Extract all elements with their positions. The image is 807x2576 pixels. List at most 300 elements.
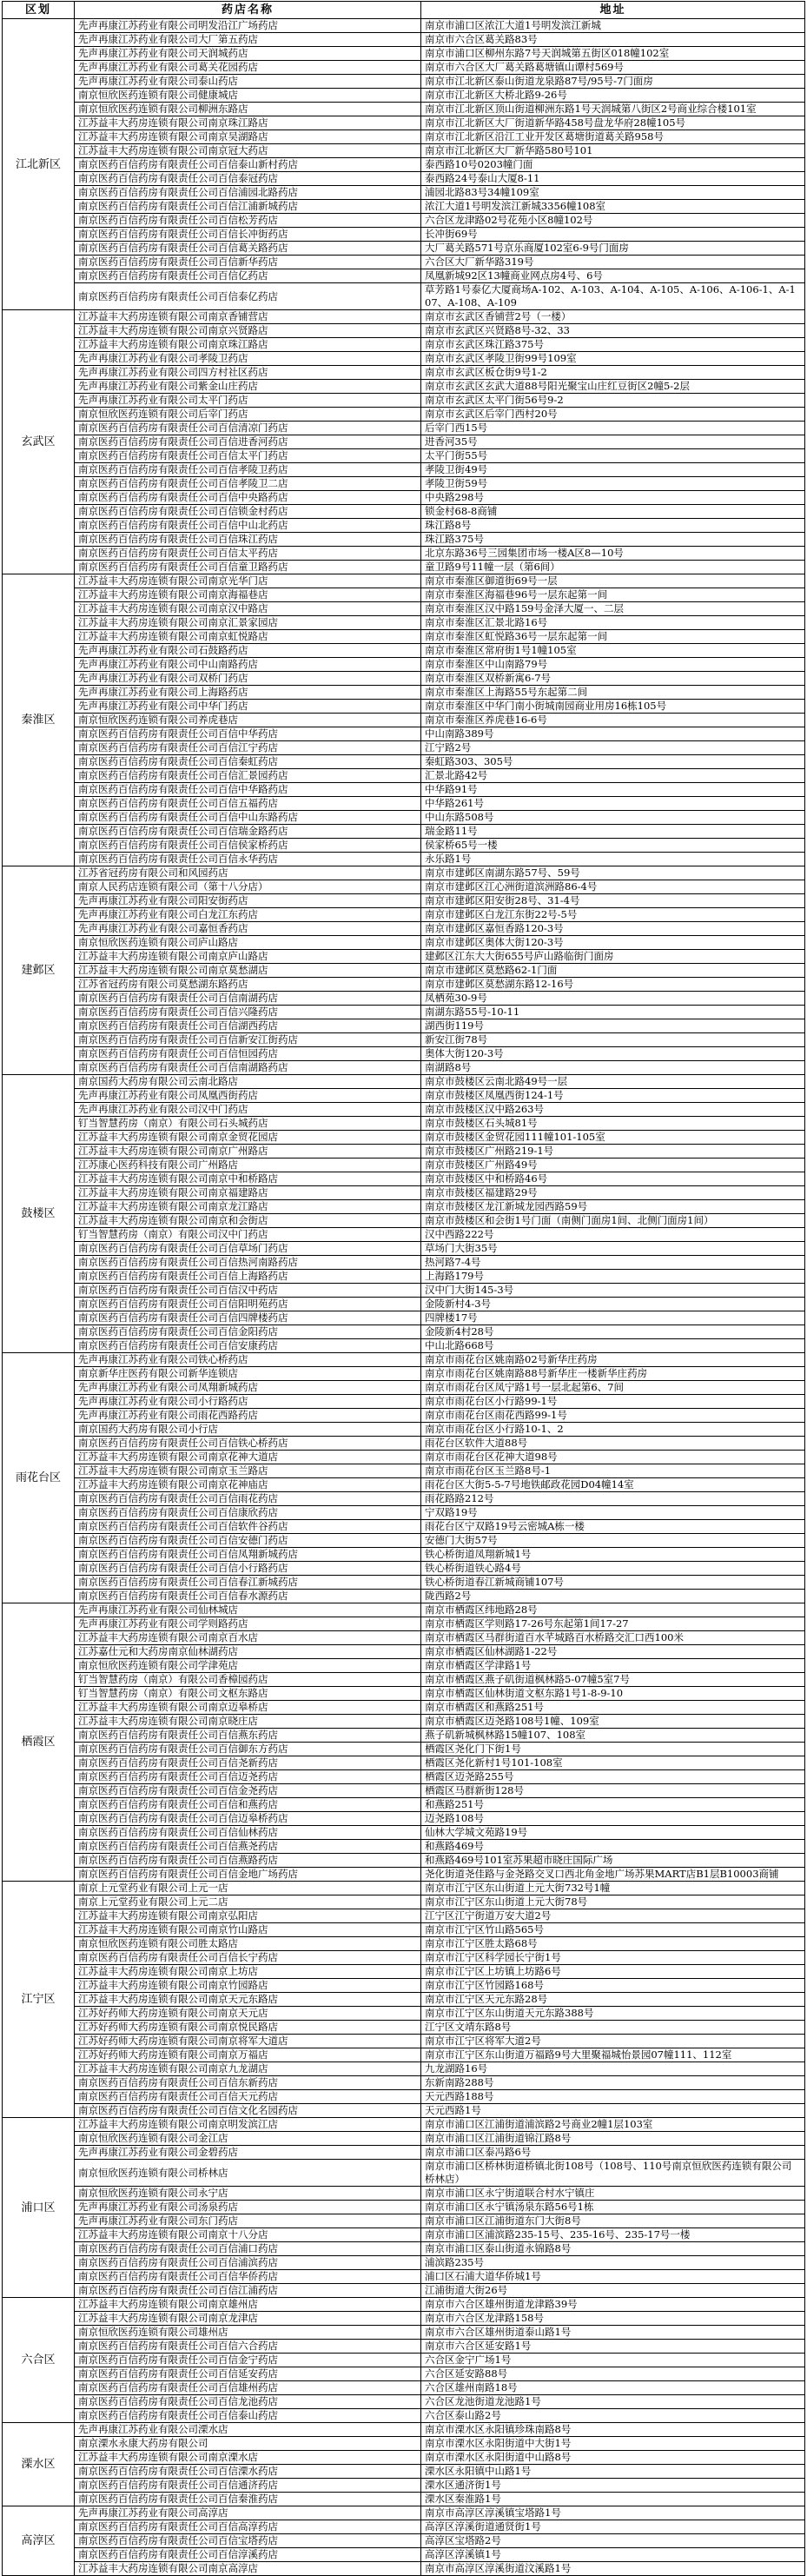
table-row [3, 324, 805, 338]
address-cell: 南京市江宁区东山街道万福路9号大里聚福城怡景园07幢111、112室 [421, 2048, 805, 2062]
store-name-cell: 南京医药百信药房有限责任公司百信永华药店 [75, 853, 421, 866]
store-name-cell: 先声再康江苏药业有限公司高淳店 [75, 2506, 421, 2520]
table-row [3, 2354, 805, 2367]
store-name-cell: 先声再康江苏药业有限公司泰山药店 [75, 75, 421, 89]
address-cell: 北京东路36号三园集团市场一楼A区8—10号 [421, 547, 805, 561]
address-cell: 南京市玄武区香铺营2号（一楼） [421, 310, 805, 324]
store-name-cell: 南京医药百信药房有限责任公司百信延安药店 [75, 2367, 421, 2381]
address-cell: 南京市鼓楼区龙江新城龙园西路59号 [421, 1200, 805, 1214]
address-cell: 南京市秦淮区中华门南小街城南园商业用房16栋105号 [421, 700, 805, 714]
table-row [3, 338, 805, 352]
address-cell: 南京市秦淮区虹悦路36号一层东起第一间 [421, 630, 805, 644]
address-cell: 雨花路路212号 [421, 1492, 805, 1506]
address-cell: 长冲街69号 [421, 228, 805, 242]
table-row [3, 2104, 805, 2118]
table-row [3, 1214, 805, 1228]
table-row [3, 894, 805, 908]
table-row [3, 186, 805, 200]
store-name-cell: 南京医药百信药房有限责任公司百信江宁药店 [75, 741, 421, 755]
address-cell: 珠江路375号 [421, 533, 805, 547]
address-cell: 溧水区永阳镇中山路1号 [421, 2465, 805, 2479]
table-row [3, 19, 805, 33]
district-cell: 秦淮区 [3, 574, 75, 866]
table-row [3, 1798, 805, 1812]
table-row [3, 1270, 805, 1284]
store-name-cell: 南京医药百信药房有限责任公司百信东新药店 [75, 2076, 421, 2090]
store-name-cell: 南京医药百信药房有限责任公司百信浦园北路药店 [75, 186, 421, 200]
store-name-cell: 南京医药百信药房有限责任公司百信新华药店 [75, 256, 421, 269]
table-row [3, 1242, 805, 1256]
address-cell: 南京市江宁区科学园长宁街1号 [421, 1951, 805, 1965]
address-cell: 栖霞区马群新街128号 [421, 1784, 805, 1798]
address-cell: 南京市江宁区上坊镇上坊路6号 [421, 1965, 805, 1979]
store-name-cell: 江苏益丰大药房连锁有限公司南京福建路店 [75, 1186, 421, 1200]
table-row [3, 228, 805, 242]
store-name-cell: 南京恒欣医药连锁有限公司庐山路店 [75, 936, 421, 950]
store-name-cell: 江苏好药师大药房连锁有限公司南京悦民路店 [75, 2021, 421, 2035]
address-cell: 六合区大厂新华路319号 [421, 256, 805, 269]
table-row [3, 2090, 805, 2104]
store-name-cell: 南京医药百信药房有限责任公司百信小行路药店 [75, 1562, 421, 1576]
store-name-cell: 南京医药百信药房有限责任公司百信太平药店 [75, 547, 421, 561]
address-cell: 汇景北路42号 [421, 769, 805, 783]
table-row [3, 741, 805, 755]
address-cell: 金陵新4村28号 [421, 1325, 805, 1339]
table-row [3, 964, 805, 978]
store-name-cell: 南京医药百信药房有限责任公司百信孝陵卫药店 [75, 463, 421, 477]
address-cell: 孝陵卫街59号 [421, 477, 805, 491]
address-cell: 南京市秦淮区养虎巷16-6号 [421, 714, 805, 727]
table-row [3, 2534, 805, 2548]
table-row [3, 1325, 805, 1339]
table-row [3, 2132, 805, 2146]
address-cell: 南京市江宁区将军大道2号 [421, 2035, 805, 2048]
table-row [3, 672, 805, 686]
address-cell: 南京市雨花台区姚南路02号新华庄药房 [421, 1353, 805, 1367]
table-row [3, 1478, 805, 1492]
table-row [3, 658, 805, 672]
address-cell: 草芳路1号泰亿大厦商场A-102、A-103、A-104、A-105、A-106、A-106-1、A-107、A-108、A-109 [421, 283, 805, 310]
address-cell: 南京市鼓楼区福建路29号 [421, 1186, 805, 1200]
table-row [3, 686, 805, 700]
address-cell: 南京市建邺区莫愁路62-1门面 [421, 964, 805, 978]
table-row [3, 214, 805, 228]
address-cell: 浦园北路83号34幢109室 [421, 186, 805, 200]
address-cell: 南京市秦淮区中山南路79号 [421, 658, 805, 672]
table-row [3, 1562, 805, 1576]
store-name-cell: 江苏益丰大药房连锁有限公司南京中和桥路店 [75, 1172, 421, 1186]
table-row [3, 1951, 805, 1965]
table-row [3, 769, 805, 783]
address-cell: 后宰门西15号 [421, 422, 805, 435]
address-cell: 南京市浦口区江浦街道东门大街8号 [421, 2214, 805, 2228]
table-row [3, 1993, 805, 2007]
store-name-cell: 江苏益丰大药房连锁有限公司南京溧水店 [75, 2451, 421, 2465]
store-name-cell: 南京医药百信药房有限责任公司百信凤翔新城药店 [75, 1548, 421, 1562]
address-cell: 南京市溧水区永阳街道中山路8号 [421, 2451, 805, 2465]
table-row [3, 1256, 805, 1270]
store-name-cell: 先声再康江苏药业有限公司中华门药店 [75, 700, 421, 714]
address-cell: 南京市浦口区永宁街道联合村水宁镇庄 [421, 2187, 805, 2201]
pharmacy-list-table [2, 1, 805, 2576]
store-name-cell: 南京医药百信药房有限责任公司百信春江新城药店 [75, 1576, 421, 1590]
table-row [3, 2021, 805, 2035]
table-row [3, 1923, 805, 1937]
address-cell: 南京市建邺区奥体大街120-3号 [421, 936, 805, 950]
address-cell: 进香河35号 [421, 435, 805, 449]
table-row [3, 2201, 805, 2214]
table-row [3, 103, 805, 116]
store-name-cell: 江苏益丰大药房连锁有限公司南京龙江路店 [75, 1200, 421, 1214]
store-name-cell: 南京恒欣医药连锁有限公司柳洲东路店 [75, 103, 421, 116]
store-name-cell: 南京医药百信药房有限责任公司百信雨花药店 [75, 1492, 421, 1506]
address-cell: 南京市秦淮区上海路55号东起第二间 [421, 686, 805, 700]
address-cell: 南京市鼓楼区广州路49号 [421, 1159, 805, 1172]
store-name-cell: 南京医药百信药房有限责任公司百信兴隆药店 [75, 1006, 421, 1019]
table-row [3, 1284, 805, 1298]
store-name-cell: 江苏益丰大药房连锁有限公司南京晓庄店 [75, 1715, 421, 1729]
table-row [3, 172, 805, 186]
table-row [3, 714, 805, 727]
address-cell: 南京市玄武区兴贤路8号-32、33 [421, 324, 805, 338]
address-cell: 南京市江北新区大厂新华路580号101 [421, 144, 805, 158]
address-cell: 南京市雨花台区雨花西路99-1号 [421, 1409, 805, 1423]
store-name-cell: 南京医药百信药房有限责任公司百信长冲街药店 [75, 228, 421, 242]
table-row [3, 1617, 805, 1631]
address-cell: 南京市栖霞区马群街道百水芊城路百水桥路交汇口西100米 [421, 1631, 805, 1645]
store-name-cell: 南京医药百信药房有限责任公司百信上海路药店 [75, 1270, 421, 1284]
table-row [3, 700, 805, 714]
store-name-cell: 南京医药百信药房有限责任公司百信金阳药店 [75, 1325, 421, 1339]
table-row [3, 2062, 805, 2076]
table-row [3, 1311, 805, 1325]
table-row [3, 1937, 805, 1951]
table-row [3, 574, 805, 588]
store-name-cell: 南京医药百信药房有限责任公司百信南湖路药店 [75, 1061, 421, 1075]
address-cell: 中山南路389号 [421, 727, 805, 741]
store-name-cell: 江苏益丰大药房连锁有限公司南京高淳店 [75, 2562, 421, 2576]
store-name-cell: 江苏省冠药房有限公司和风园药店 [75, 866, 421, 880]
address-cell: 迈尧路108号 [421, 1812, 805, 1826]
address-cell: 南京市江北新区泰山街道龙泉路87号/95号-7门面房 [421, 75, 805, 89]
table-row [3, 588, 805, 602]
district-cell: 溧水区 [3, 2423, 75, 2506]
store-name-cell: 南京医药百信药房有限责任公司百信金尧药店 [75, 1784, 421, 1798]
store-name-cell: 南京医药百信药房有限责任公司百信湖西药店 [75, 1019, 421, 1033]
store-name-cell: 南京医药百信药房有限责任公司百信瑞金路药店 [75, 825, 421, 839]
store-name-cell: 南京上元堂药业有限公司上元一店 [75, 1882, 421, 1895]
table-row [3, 1019, 805, 1033]
store-name-cell: 南京恒欣医药连锁有限公司雄州店 [75, 2326, 421, 2340]
store-name-cell: 南京医药百信药房有限责任公司百信浦口药店 [75, 2242, 421, 2256]
store-name-cell: 南京医药百信药房有限责任公司百信金地广场药店 [75, 1868, 421, 1882]
store-name-cell: 南京医药百信药房有限责任公司百信孝陵卫二店 [75, 477, 421, 491]
table-row [3, 1965, 805, 1979]
address-cell: 汉中门大街145-3号 [421, 1284, 805, 1298]
table-row [3, 1298, 805, 1311]
store-name-cell: 南京医药百信药房有限责任公司百信秦淮药店 [75, 2493, 421, 2506]
table-row [3, 366, 805, 380]
address-cell: 南京市鼓楼区云南北路49号一层 [421, 1075, 805, 1089]
address-cell: 南京市建邺区南湖东路57号、59号 [421, 866, 805, 880]
store-name-cell: 南京新华庄医药有限公司新华连锁店 [75, 1367, 421, 1381]
district-cell: 江宁区 [3, 1882, 75, 2118]
table-row [3, 2506, 805, 2520]
table-row [3, 2409, 805, 2423]
store-name-cell: 南京医药百信药房有限责任公司百信汉中药店 [75, 1284, 421, 1298]
store-name-cell: 南京医药百信药房有限责任公司百信迈尧药店 [75, 1770, 421, 1784]
table-row [3, 1145, 805, 1159]
store-name-cell: 南京医药百信药房有限责任公司百信中山东路药店 [75, 811, 421, 825]
store-name-cell: 南京医药百信药房有限责任公司百信仙林药店 [75, 1826, 421, 1840]
address-cell: 南湖东路55号-10-11 [421, 1006, 805, 1019]
store-name-cell: 先声再康江苏药业有限公司溧水店 [75, 2423, 421, 2437]
store-name-cell: 先声再康江苏药业有限公司上海路药店 [75, 686, 421, 700]
address-cell: 南京市鼓楼区汉中路263号 [421, 1103, 805, 1117]
address-cell: 江宁路2号 [421, 741, 805, 755]
address-cell: 江宁区文靖东路8号 [421, 2021, 805, 2035]
table-row [3, 1576, 805, 1590]
table-row [3, 1506, 805, 1520]
store-name-cell: 先声再康江苏药业有限公司汉中门药店 [75, 1103, 421, 1117]
store-name-cell: 南京医药百信药房有限责任公司百信华侨药店 [75, 2270, 421, 2284]
address-cell: 南京市建邺区江心洲街道滨洲路86-4号 [421, 880, 805, 894]
address-cell: 南京市江北新区大厂街道新华路458号盘龙华府28幢105号 [421, 116, 805, 130]
address-cell: 雨花台区宁双路19号云密城A栋一楼 [421, 1520, 805, 1534]
table-row [3, 1103, 805, 1117]
address-cell: 南京市浦口区泰冯路6号 [421, 2146, 805, 2160]
table-row [3, 2520, 805, 2534]
address-cell: 九龙湖路16号 [421, 2062, 805, 2076]
store-name-cell: 南京医药百信药房有限责任公司百信草场门药店 [75, 1242, 421, 1256]
address-cell: 中央路298号 [421, 491, 805, 505]
address-cell: 南京市鼓楼区广州路219-1号 [421, 1145, 805, 1159]
address-cell: 南京市玄武区太平门街56号9-2 [421, 394, 805, 408]
table-row [3, 352, 805, 366]
table-row [3, 644, 805, 658]
table-row [3, 755, 805, 769]
store-name-cell: 先声再康江苏药业有限公司嘉恒香药店 [75, 922, 421, 936]
table-row [3, 1006, 805, 1019]
address-cell: 天元西路1号 [421, 2104, 805, 2118]
store-name-cell: 南京医药百信药房有限责任公司百信龙池药店 [75, 2395, 421, 2409]
address-cell: 溧水区通济街1号 [421, 2479, 805, 2493]
address-cell: 南京市秦淮区御道街69号一层 [421, 574, 805, 588]
address-cell: 六合区雄州南路18号 [421, 2381, 805, 2395]
store-name-cell: 江苏益丰大药房连锁有限公司南京竹园路店 [75, 1979, 421, 1993]
table-row [3, 1673, 805, 1687]
table-row [3, 783, 805, 797]
address-cell: 南京市鼓楼区石头城81号 [421, 1117, 805, 1131]
address-cell: 新安江街78号 [421, 1033, 805, 1047]
address-cell: 浓江大道1号明发滨江新城3356幢108室 [421, 200, 805, 214]
address-cell: 南京市雨花台区花神大道98号 [421, 1451, 805, 1464]
header-row [3, 2, 805, 19]
store-name-cell: 先声再康江苏药业有限公司仙林城店 [75, 1603, 421, 1617]
store-name-cell: 南京医药百信药房有限责任公司百信安德门药店 [75, 1534, 421, 1548]
store-name-cell: 钉当智慧药房（南京）有限公司文枢东路店 [75, 1687, 421, 1701]
table-row [3, 2270, 805, 2284]
address-cell: 南京市雨花台区小行路10-1、2 [421, 1423, 805, 1437]
store-name-cell: 南京医药百信药房有限责任公司百信葛关路药店 [75, 242, 421, 256]
store-name-cell: 南京医药百信药房有限责任公司百信恒园药店 [75, 1047, 421, 1061]
table-row [3, 2242, 805, 2256]
table-row [3, 1200, 805, 1214]
district-cell: 建邺区 [3, 866, 75, 1075]
store-name-cell: 南京医药百信药房有限责任公司百信泰山新村药店 [75, 158, 421, 172]
table-row [3, 950, 805, 964]
table-row [3, 1492, 805, 1506]
address-cell: 南京市秦淮区汇景北路16号 [421, 616, 805, 630]
address-cell: 江宁区江宁街道万安大道2号 [421, 1909, 805, 1923]
address-cell: 南京市玄武区后宰门西村20号 [421, 408, 805, 422]
table-row [3, 2548, 805, 2562]
store-name-cell: 南京医药百信药房有限责任公司百信铁心桥药店 [75, 1437, 421, 1451]
address-cell: 南京市浦口区柳州东路7号天润城第五街区018幢102室 [421, 47, 805, 61]
table-row [3, 1826, 805, 1840]
address-cell: 凤凰新城92区13幢商业网点房4号、6号 [421, 269, 805, 283]
store-name-cell: 江苏省冠药房有限公司莫愁湖东路药店 [75, 978, 421, 992]
store-name-cell: 江苏益丰大药房连锁有限公司南京汉中路店 [75, 602, 421, 616]
store-name-cell: 江苏益丰大药房连锁有限公司南京金贸花园店 [75, 1131, 421, 1145]
address-cell: 南京市建邺区白龙江东街22号-5号 [421, 908, 805, 922]
table-row [3, 1131, 805, 1145]
store-name-cell: 先声再康江苏药业有限公司阳安街药店 [75, 894, 421, 908]
address-cell: 铁心桥街道铁心路4号 [421, 1562, 805, 1576]
store-name-cell: 南京医药百信药房有限责任公司百信阳明苑药店 [75, 1298, 421, 1311]
address-cell: 宁双路19号 [421, 1506, 805, 1520]
table-row [3, 1770, 805, 1784]
store-name-cell: 江苏益丰大药房连锁有限公司南京虹悦路店 [75, 630, 421, 644]
address-cell: 和燕路251号 [421, 1798, 805, 1812]
address-cell: 南京市玄武区孝陵卫街99号109室 [421, 352, 805, 366]
table-row [3, 1061, 805, 1075]
table-row [3, 89, 805, 103]
store-name-cell: 先声再康江苏药业有限公司四方村社区药店 [75, 366, 421, 380]
store-name-cell: 先声再康江苏药业有限公司太平门药店 [75, 394, 421, 408]
store-name-cell: 南京医药百信药房有限责任公司百信燕尧药店 [75, 1840, 421, 1854]
table-row [3, 908, 805, 922]
store-name-cell: 南京医药百信药房有限责任公司百信泰冠药店 [75, 172, 421, 186]
table-row [3, 2284, 805, 2298]
store-name-cell: 南京医药百信药房有限责任公司百信江浦药店 [75, 2284, 421, 2298]
table-row [3, 1367, 805, 1381]
store-name-cell: 南京医药百信药房有限责任公司百信新安江街药店 [75, 1033, 421, 1047]
address-cell: 栖霞区尧化新村1号101-108室 [421, 1756, 805, 1770]
store-name-cell: 南京医药百信药房有限责任公司百信江浦新城药店 [75, 200, 421, 214]
address-cell: 太平门街55号 [421, 449, 805, 463]
table-row [3, 533, 805, 547]
table-row [3, 1047, 805, 1061]
table-row [3, 1687, 805, 1701]
table-row [3, 47, 805, 61]
store-name-cell: 先声再康江苏药业有限公司石鼓路药店 [75, 644, 421, 658]
address-cell: 南京市玄武区玄武大道88号阳光聚宝山庄红豆街区2幢5-2层 [421, 380, 805, 394]
table-row [3, 825, 805, 839]
table-row [3, 880, 805, 894]
address-cell: 南京市玄武区珠江路375号 [421, 338, 805, 352]
address-cell: 和燕路469号101室苏果超市晓庄国际广场 [421, 1854, 805, 1868]
address-cell: 南京市鼓楼区中和桥路46号 [421, 1172, 805, 1186]
table-row [3, 1423, 805, 1437]
table-row [3, 2146, 805, 2160]
store-name-cell: 南京医药百信药房有限责任公司百信安康药店 [75, 1339, 421, 1353]
store-name-cell: 江苏益丰大药房连锁有限公司南京香铺营店 [75, 310, 421, 324]
store-name-cell: 江苏好药师大药房连锁有限公司南京将军大道店 [75, 2035, 421, 2048]
address-cell: 湖西街119号 [421, 1019, 805, 1033]
address-cell: 南京市雨花台区姚南路88号新华庄一楼新华庄药房 [421, 1367, 805, 1381]
store-name-cell: 南京医药百信药房有限责任公司百信燕东药店 [75, 1729, 421, 1743]
store-name-cell: 南京国药大药房有限公司云南北路店 [75, 1075, 421, 1089]
store-name-cell: 先声再康江苏药业有限公司小行路药店 [75, 1395, 421, 1409]
store-name-cell: 江苏益丰大药房连锁有限公司南京吴湖路店 [75, 130, 421, 144]
table-row [3, 2007, 805, 2021]
store-name-cell: 南京恒欣医药连锁有限公司桥林店 [75, 2160, 421, 2187]
store-name-cell: 南京医药百信药房有限责任公司百信童卫路药店 [75, 561, 421, 574]
table-row [3, 2367, 805, 2381]
store-name-cell: 先声再康江苏药业有限公司中山南路药店 [75, 658, 421, 672]
store-name-cell: 先声再康江苏药业有限公司孝陵卫药店 [75, 352, 421, 366]
store-name-cell: 南京恒欣医药连锁有限公司金江店 [75, 2132, 421, 2146]
table-row [3, 922, 805, 936]
store-name-cell: 南京医药百信药房有限责任公司百信春水源药店 [75, 1590, 421, 1603]
address-cell: 高淳区宝塔路2号 [421, 2534, 805, 2548]
table-row [3, 422, 805, 435]
address-cell: 六合区龙津路02号花苑小区8幢102号 [421, 214, 805, 228]
address-cell: 南京市鼓楼区凤凰西街124-1号 [421, 1089, 805, 1103]
store-name-cell: 南京恒欣医药连锁有限公司胜太路店 [75, 1937, 421, 1951]
address-cell: 南京市栖霞区学则路17-26号东起第1间17-27 [421, 1617, 805, 1631]
store-name-cell: 南京医药百信药房有限责任公司百信宝塔药店 [75, 2534, 421, 2548]
address-cell: 热河路7-4号 [421, 1256, 805, 1270]
address-cell: 南京市浦口区江浦街道锦江路8号 [421, 2132, 805, 2146]
header-store-name: 药店名称 [75, 2, 421, 19]
district-cell: 玄武区 [3, 310, 75, 574]
address-cell: 雨花台区大街5-5-7号地铁邮政花园D04幢14室 [421, 1478, 805, 1492]
store-name-cell: 南京人民药店连锁有限公司（第十八分店） [75, 880, 421, 894]
table-row [3, 505, 805, 519]
address-cell: 高淳区淳溪街道通贤街1号 [421, 2520, 805, 2534]
district-cell: 江北新区 [3, 19, 75, 310]
address-cell: 南京市玄武区板仓街9号1-2 [421, 366, 805, 380]
table-row [3, 61, 805, 75]
store-name-cell: 先声再康江苏药业有限公司东门药店 [75, 2214, 421, 2228]
address-cell: 泰西路10号0203幢门面 [421, 158, 805, 172]
address-cell: 南京市浦口区浦滨路235-15号、235-16号、235-17号一楼 [421, 2228, 805, 2242]
store-name-cell: 南京医药百信药房有限责任公司百信进香河药店 [75, 435, 421, 449]
table-row [3, 130, 805, 144]
address-cell: 南京市江北新区沿江工业开发区葛塘街道葛关路958号 [421, 130, 805, 144]
table-row [3, 1186, 805, 1200]
store-name-cell: 江苏益丰大药房连锁有限公司南京兴贤路店 [75, 324, 421, 338]
store-name-cell: 南京医药百信药房有限责任公司百信中山北药店 [75, 519, 421, 533]
store-name-cell: 南京医药百信药房有限责任公司百信中华药店 [75, 727, 421, 741]
store-name-cell: 南京医药百信药房有限责任公司百信四牌楼药店 [75, 1311, 421, 1325]
store-name-cell: 先声再康江苏药业有限公司凤翔新城药店 [75, 1381, 421, 1395]
address-cell: 中华路261号 [421, 797, 805, 811]
store-name-cell: 江苏益丰大药房连锁有限公司南京弘阳店 [75, 1909, 421, 1923]
table-row [3, 2228, 805, 2242]
table-row [3, 1659, 805, 1673]
table-row [3, 602, 805, 616]
store-name-cell: 江苏益丰大药房连锁有限公司南京十八分店 [75, 2228, 421, 2242]
store-name-cell: 南京恒欣医药连锁有限公司养虎巷店 [75, 714, 421, 727]
address-cell: 雨花台区软件大道88号 [421, 1437, 805, 1451]
store-name-cell: 先声再康江苏药业有限公司铁心桥药店 [75, 1353, 421, 1367]
store-name-cell: 江苏康心医药科技有限公司广州路店 [75, 1159, 421, 1172]
table-row [3, 2437, 805, 2451]
address-cell: 南京市江北新区顶山街道柳洲东路1号天润城第八街区2号商业综合楼101室 [421, 103, 805, 116]
